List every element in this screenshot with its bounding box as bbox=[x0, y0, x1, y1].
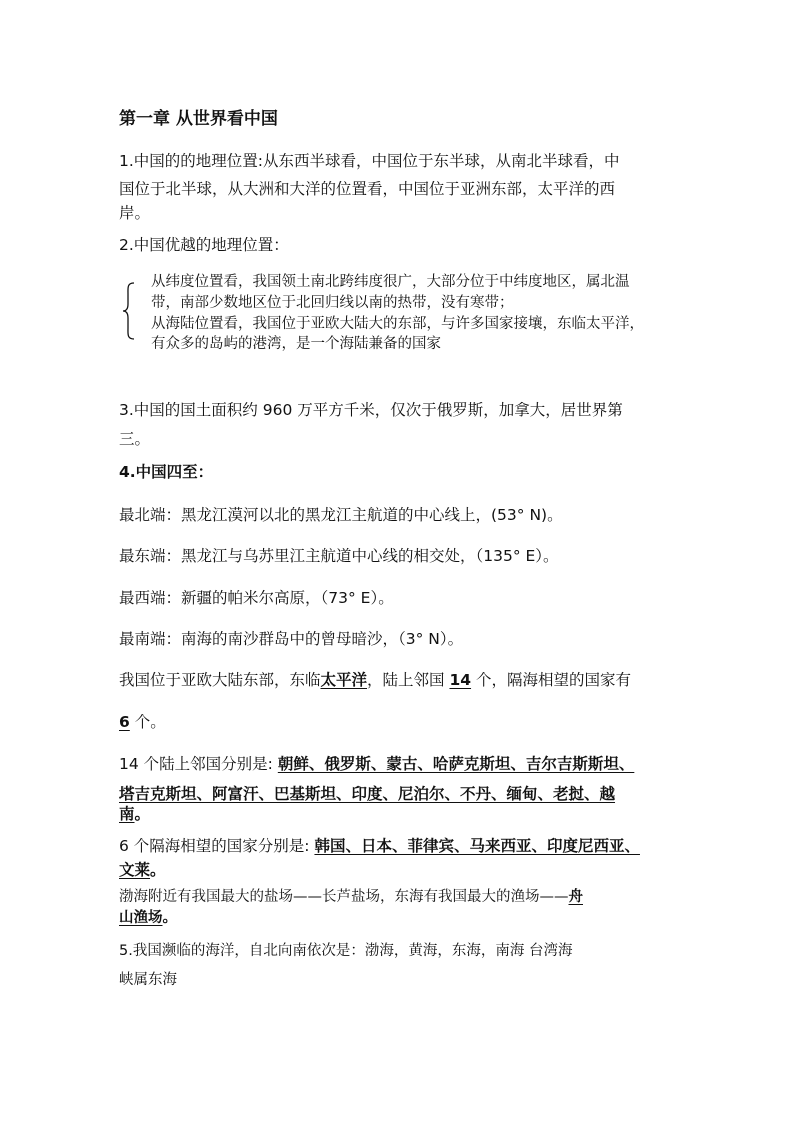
location-text-3: 个，隔海相望的国家有 bbox=[471, 671, 631, 689]
sea-neighbors-line-2 bbox=[119, 860, 166, 880]
section-1-line-3: 岸。 bbox=[119, 204, 151, 222]
land-neighbors-label: 14 个陆上邻国分别是: bbox=[119, 755, 278, 773]
zhoushan-fishery-answer-2: 山渔场 bbox=[119, 910, 163, 926]
land-neighbors-list-end: 南 bbox=[119, 805, 135, 823]
section-3-line-1: 3.中国的国土面积约 960 万平方千米，仅次于俄罗斯，加拿大，居世界第 bbox=[119, 401, 623, 419]
location-text-4: 个。 bbox=[129, 713, 166, 731]
land-neighbors-line-1 bbox=[119, 754, 634, 774]
latitude-position-line-2: 带，南部少数地区位于北回归线以南的热带，没有寒带； bbox=[151, 295, 514, 311]
sea-neighbors-period: 。 bbox=[150, 861, 166, 879]
sea-neighbors-list-end: 文莱 bbox=[119, 861, 151, 879]
section-2-heading: 2.中国优越的地理位置： bbox=[119, 236, 289, 254]
zhoushan-fishery-answer-1: 舟 bbox=[568, 889, 583, 905]
southernmost-point: 最南端：南海的南沙群岛中的曾母暗沙，（3° N）。 bbox=[119, 630, 464, 648]
pacific-ocean-answer: 太平洋 bbox=[320, 671, 368, 689]
salt-fishery-text: 渤海附近有我国最大的盐场——长芦盐场，东海有我国最大的渔场—— bbox=[119, 889, 569, 905]
salt-fishery-line-1 bbox=[119, 887, 583, 907]
chapter-title: 第一章 从世界看中国 bbox=[119, 109, 278, 129]
sea-land-position-line-1: 从海陆位置看，我国位于亚欧大陆大的东部，与许多国家接壤，东临太平洋， bbox=[151, 316, 644, 332]
sea-land-position-line-2: 有众多的岛屿的港湾，是一个海陆兼备的国家 bbox=[151, 336, 441, 352]
easternmost-point: 最东端：黑龙江与乌苏里江主航道中心线的相交处，（135° E）。 bbox=[119, 547, 559, 565]
section-1-line-1: 1.中国的的地理位置:从东西半球看，中国位于东半球，从南北半球看，中 bbox=[119, 152, 620, 170]
location-summary-line-2 bbox=[119, 712, 166, 732]
sea-neighbors-line-1 bbox=[119, 836, 640, 856]
location-text-1: 我国位于亚欧大陆东部，东临 bbox=[119, 671, 321, 689]
section-5-line-2: 峡属东海 bbox=[119, 972, 177, 988]
salt-fishery-period: 。 bbox=[162, 910, 177, 926]
location-summary-line-1 bbox=[119, 670, 631, 690]
sea-neighbors-list-1: 韩国、日本、菲律宾、马来西亚、印度尼西亚、 bbox=[314, 837, 640, 855]
land-neighbors-line-2: 塔吉克斯坦、阿富汗、巴基斯坦、印度、尼泊尔、不丹、缅甸、老挝、越 bbox=[119, 785, 616, 803]
land-neighbor-count-answer: 14 bbox=[449, 671, 472, 689]
salt-fishery-line-2 bbox=[119, 908, 177, 928]
section-5-line-1: 5.我国濒临的海洋，自北向南依次是：渤海，黄海，东海，南海 台湾海 bbox=[119, 943, 573, 959]
westernmost-point: 最西端：新疆的帕米尔高原，（73° E）。 bbox=[119, 589, 394, 607]
location-text-2: ，陆上邻国 bbox=[367, 671, 450, 689]
land-neighbors-period: 。 bbox=[134, 805, 151, 823]
northernmost-point: 最北端：黑龙江漠河以北的黑龙江主航道的中心线上，(53° N)。 bbox=[119, 506, 563, 524]
section-3-line-2: 三。 bbox=[119, 430, 151, 448]
curly-brace bbox=[122, 282, 136, 340]
sea-neighbors-label: 6 个隔海相望的国家分别是: bbox=[119, 837, 315, 855]
section-1-line-2: 国位于北半球，从大洲和大洋的位置看，中国位于亚洲东部，太平洋的西 bbox=[119, 180, 616, 198]
land-neighbors-line-3 bbox=[119, 804, 150, 824]
latitude-position-line-1: 从纬度位置看，我国领土南北跨纬度很广，大部分位于中纬度地区，属北温 bbox=[151, 274, 630, 290]
section-4-heading: 4.中国四至： bbox=[119, 463, 214, 481]
sea-neighbor-count-answer: 6 bbox=[119, 713, 130, 731]
land-neighbors-list-1: 朝鲜、俄罗斯、蒙古、哈萨克斯坦、吉尔吉斯斯坦、 bbox=[277, 755, 635, 773]
